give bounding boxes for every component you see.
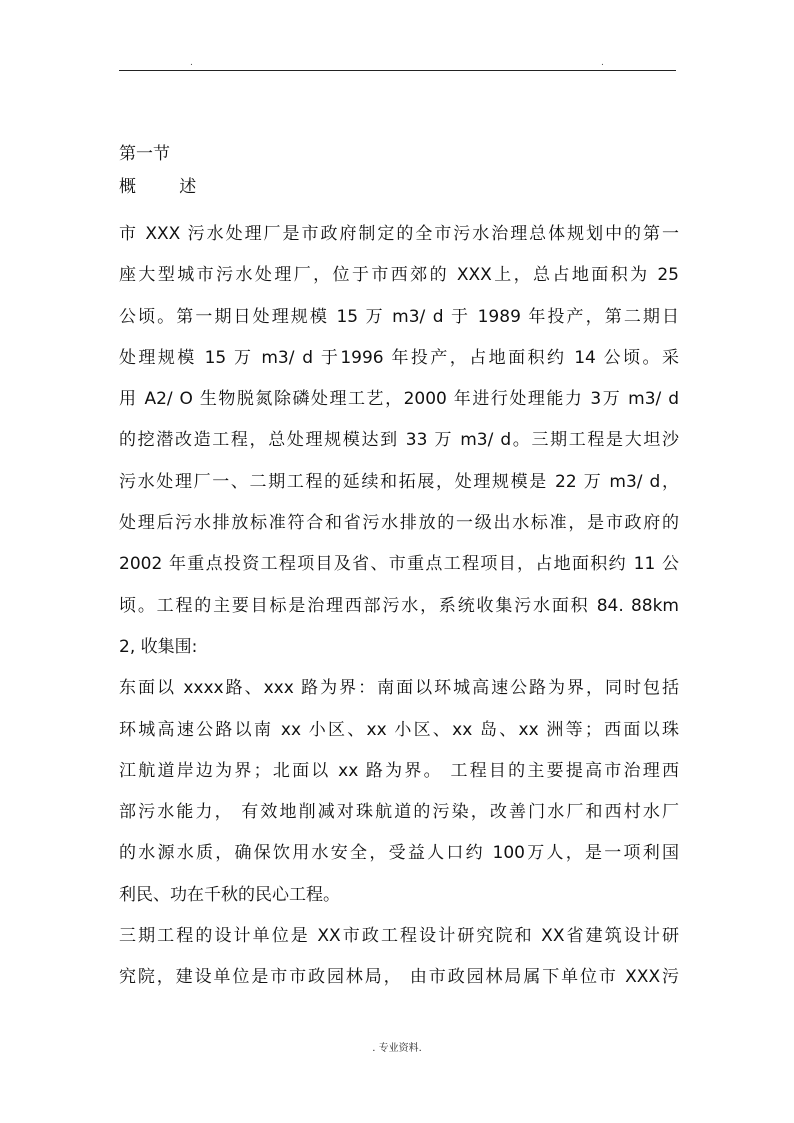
text-line: 处理规模 15 万 m3/ d 于1996 年投产，占地面积约 14 公顷。采 — [119, 347, 679, 368]
text-line: 的水源水质，确保饮用水安全，受益人口约 100万人，是一项利国 — [119, 843, 679, 864]
paragraph-design-units — [119, 916, 679, 999]
text-line: 利民、功在千秋的民心工程。 — [119, 884, 340, 905]
page-footer: . 专业资料. — [372, 1043, 422, 1054]
text-line: 2, 收集围: — [119, 636, 198, 657]
paragraph-collection-area — [119, 668, 679, 916]
text-line: 东面以 xxxx路、xxx 路为界：南面以环城高速公路为界，同时包括 — [119, 678, 679, 699]
text-line: 江航道岸边为界；北面以 xx 路为界。 工程目的主要提高市治理西 — [119, 760, 679, 781]
text-line: 处理后污水排放标准符合和省污水排放的一级出水标准，是市政府的 — [119, 513, 679, 534]
paragraph-overview — [119, 214, 679, 668]
text-line: 2002 年重点投资工程项目及省、市重点工程项目，占地面积约 11 公 — [119, 554, 679, 575]
text-line: 三期工程的设计单位是 XX市政工程设计研究院和 XX省建筑设计研 — [119, 926, 679, 947]
header-mark-left: . — [190, 58, 193, 68]
page-content — [119, 144, 679, 999]
section-heading-title: 概 述 — [119, 177, 197, 197]
section-heading-number: 第一节 — [119, 144, 170, 164]
text-line: 公顷。第一期日处理规模 15 万 m3/ d 于 1989 年投产，第二期日 — [119, 306, 679, 327]
text-line: 用 A2/ O 生物脱氮除磷处理工艺，2000 年进行处理能力 3万 m3/ d — [119, 389, 679, 410]
text-line: 的挖潜改造工程，总处理规模达到 33 万 m3/ d。三期工程是大坦沙 — [119, 430, 679, 451]
text-line: 座大型城市污水处理厂，位于市西郊的 XXX上，总占地面积为 25 — [119, 265, 679, 286]
header-rule — [119, 70, 676, 71]
text-line: 市 XXX 污水处理厂是市政府制定的全市污水治理总体规划中的第一 — [119, 224, 679, 244]
header-mark-right: . — [601, 58, 604, 68]
text-line: 污水处理厂一、二期工程的延续和拓展，处理规模是 22 万 m3/ d， — [119, 471, 679, 492]
text-line: 部污水能力， 有效地削减对珠航道的污染，改善门水厂和西村水厂 — [119, 802, 679, 823]
text-line: 环城高速公路以南 xx 小区、xx 小区、xx 岛、xx 洲等；西面以珠 — [119, 719, 679, 740]
text-line: 究院，建设单位是市市政园林局， 由市政园林局属下单位市 XXX污 — [119, 967, 679, 988]
text-line: 顷。工程的主要目标是治理西部污水，系统收集污水面积 84. 88km — [119, 595, 679, 616]
